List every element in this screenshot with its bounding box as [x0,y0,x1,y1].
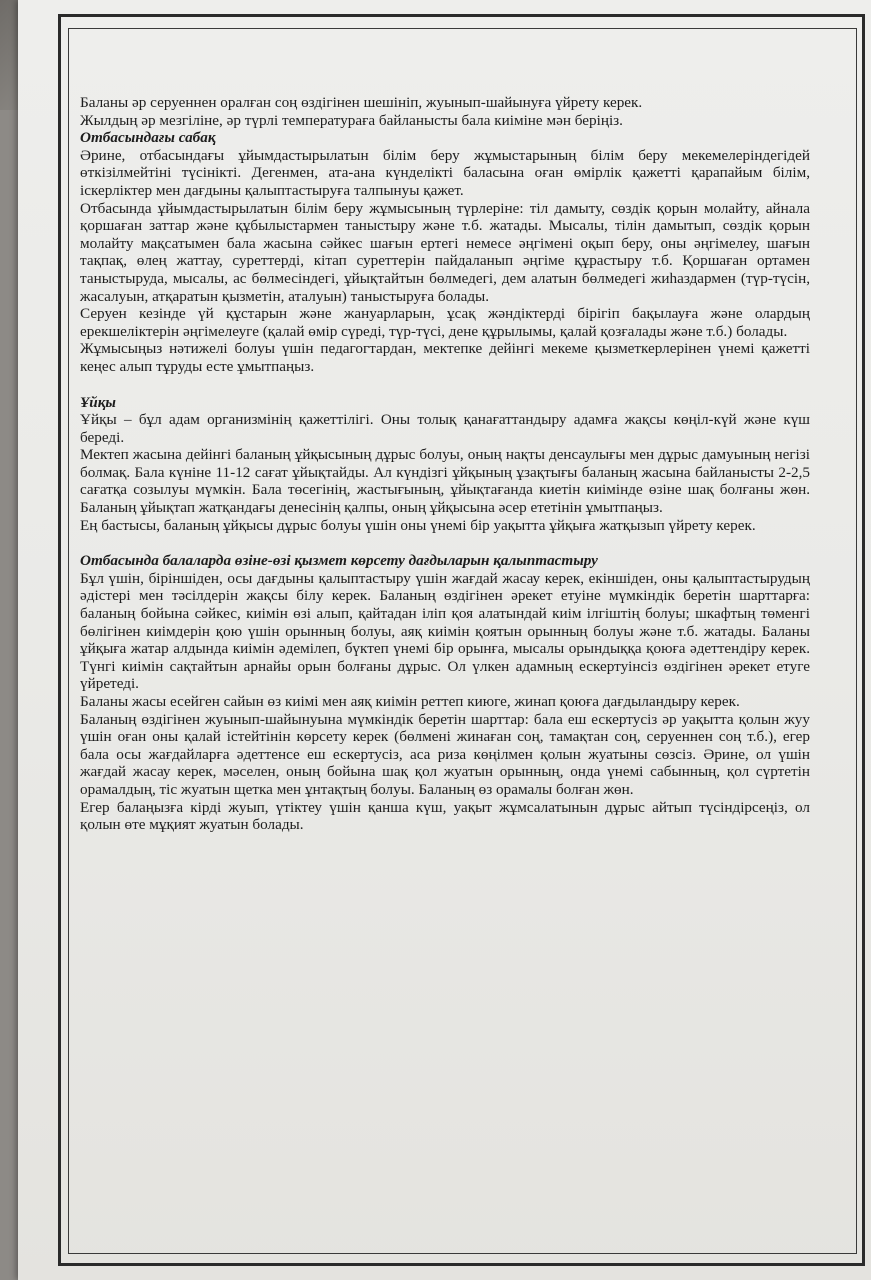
paragraph: Отбасында ұйымдастырылатын білім беру жұмысының түрлеріне: тіл дамыту, сөздік қорын молайту, айнала қоршаған заттар және құбылыстармен таныстыру және т.б. жатады. Мысалы, тілін дамытып, сөздік қорын молайту мақсатымен бала жасына сәйкес шағын ертегі немесе әңгімені оқып беру, оны әңгімелеу, шағын тақпақ, өлең жаттау, суреттерді, кітап суреттерін пайдаланып әңгіме құрастыру т.б. Қоршаған ортамен таныстыруда, мысалы, ас бөлмесіндегі, ұйықтайтын бөлмедегі, дем алатын бөлмедегі жиһаздармен (түр-түсін, жасалуын, атқаратын қызметін, аталуын) таныстыруға болады. [80,199,810,305]
paragraph: Жұмысыңыз нәтижелі болуы үшін педагогтардан, мектепке дейінгі мекеме қызметкерлерінен үнемі қажетті кеңес алып тұруды есте ұмытпаңыз. [80,340,810,375]
section-heading: Отбасындағы сабақ [80,129,216,147]
section-heading: Отбасында балаларда өзіне-өзі қызмет көрсету дағдыларын қалыптастыру [80,552,598,570]
paragraph: Баланың өздігінен жуынып-шайынуына мүмкіндік беретін шарттар: бала еш ескертусіз әр уақытта қолын жуу үшін оған оны қалай істейтінін көрсету керек (бөлмені жинаған соң, тамақтан соң, серуеннен соң т.б.), егер бала осы жағдайларға әдеттенсе еш ескертусіз, аса риза көңілмен қолын жуатыны сөзсіз. Әрине, ол үшін жағдай жасау керек, мәселен, оның бойына шақ қол жуатын орынның, онда үнемі сабынның, қол сүртетін орамалдың, тіс жуатын щетка мен ұнтақтың болуы. Баланың өз орамалы болған жөн. [80,710,810,798]
paragraph: Ең бастысы, баланың ұйқысы дұрыс болуы үшін оны үнемі бір уақытта ұйқыға жатқызып үйрету керек. [80,516,756,534]
section-heading: Ұйқы [80,393,116,411]
intro-line: Баланы әр серуеннен оралған соң өздігінен шешініп, жуынып-шайынуға үйрету керек. [80,94,643,111]
document-body [80,94,810,834]
spacer [80,534,810,552]
intro-line: Жылдың әр мезгіліне, әр түрлі температураға байланысты бала киіміне мән беріңіз. [80,111,623,129]
spacer [80,376,810,394]
paragraph: Ұйқы – бұл адам организмінің қажеттілігі. Оны толық қанағаттандыру адамға жақсы көңіл-күй және күш береді. [80,411,810,446]
paragraph: Әрине, отбасындағы ұйымдастырылатын білім беру жұмыстарының білім беру мекемелеріндегідей өткізілмейтіні түсінікті. Дегенмен, ата-ана күнделікті баласына оған өмірлік қажетті қарапайым білім, іскерліктер мен дағдыны қалыптастыруға талпынуы қажет. [80,146,810,199]
paragraph: Серуен кезінде үй құстарын және жануарларын, ұсақ жәндіктерді бірігіп бақылауға және олардың ерекшеліктерін әңгімелеуге (қалай өмір сүреді, түр-түсі, дене құрылымы, қалай қозғалады және т.б.) болады. [80,305,810,340]
paragraph: Егер балаңызға кірді жуып, үтіктеу үшін қанша күш, уақыт жұмсалатынын дұрыс айтып түсіндірсеңіз, ол қолын өте мұқият жуатын болады. [80,798,810,834]
paragraph: Мектеп жасына дейінгі баланың ұйқысының дұрыс болуы, оның нақты денсаулығы мен дұрыс дамуының негізі болмақ. Бала күніне 11-12 сағат ұйықтайды. Ал күндізгі ұйқының ұзақтығы баланың жасына байланысты 2-2,5 сағатқа созылуы мүмкін. Бала төсегінің, жастығының, ұйықтағанда киетін киімінде өзіне шақ болғаны жөн. Баланың ұйықтап жатқандағы денесінің қалпы, оның ұйқысына әсер ететінін ұмытпаңыз. [80,446,810,517]
paragraph: Баланы жасы есейген сайын өз киімі мен аяқ киімін реттеп киюге, жинап қоюға дағдыландыру керек. [80,693,740,710]
paragraph: Бұл үшін, біріншіден, осы дағдыны қалыптастыру үшін жағдай жасау керек, екіншіден, оны қалыптастырудың әдістері мен тәсілдерін жақсы білу керек. Баланың өздігінен әрекет етуіне мүмкіндік беретін шарттарға: баланың бойына сәйкес, киімін өзі алып, қайтадан іліп қоя алатындай киім ілгіштің болуы; шкафтың төменгі бөлігінен киімдерін қою үшін орынның болуы, аяқ киімін қоятын орынның болуы және т.б. жатады. Баланы ұйқыға жатар алдында киімін әдемілеп, бүктеп үнемі бір орынға, мысалы орындыққа қоюға әдеттендіру керек. Түнгі киімін сақтайтын арнайы орын болғаны дұрыс. Ол үлкен адамның ескертуінсіз өздігінен әрекет етуге үйретеді. [80,569,810,693]
